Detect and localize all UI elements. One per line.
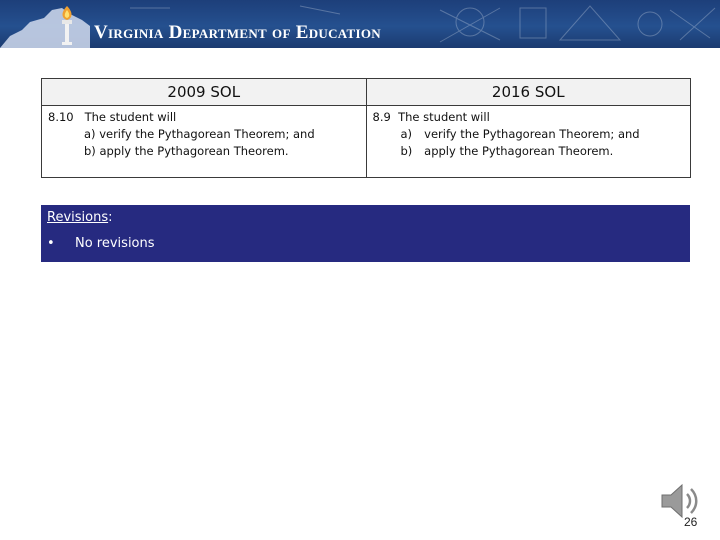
item-letter: a) <box>84 127 96 141</box>
sol-2009-body <box>42 106 366 160</box>
item-text: apply the Pythagorean Theorem. <box>424 144 614 158</box>
sol-2009-item <box>48 143 360 160</box>
item-letter: b) <box>84 144 96 158</box>
item-text: verify the Pythagorean Theorem; and <box>99 127 315 141</box>
item-text: apply the Pythagorean Theorem. <box>99 144 289 158</box>
bullet-icon: • <box>47 236 55 251</box>
sol-2009-intro-line <box>48 109 360 126</box>
sol-2016-intro-line <box>373 109 685 126</box>
sol-2009-item <box>48 126 360 143</box>
sol-2016-heading: 2016 SOL <box>367 79 691 106</box>
revisions-colon: : <box>108 210 113 225</box>
revisions-panel <box>41 205 690 262</box>
item-letter: b) <box>400 144 413 158</box>
sol-2016-standard-number: 8.9 <box>372 110 391 124</box>
sol-2016-body <box>367 106 691 160</box>
header-banner <box>0 0 720 48</box>
sol-2009-standard-number: 8.10 <box>48 110 74 124</box>
sol-2009-intro: The student will <box>84 110 177 124</box>
sol-2016-intro: The student will <box>398 110 490 124</box>
revision-text: No revisions <box>75 236 155 251</box>
sol-comparison-table <box>41 78 691 178</box>
page-number: 26 <box>684 515 698 529</box>
revision-list-item <box>47 236 684 251</box>
sol-2016-item <box>373 126 685 143</box>
sol-2016-column <box>366 79 691 177</box>
revisions-title: Revisions <box>47 210 109 225</box>
sol-2009-heading: 2009 SOL <box>42 79 366 106</box>
revisions-heading <box>47 210 684 225</box>
item-text: verify the Pythagorean Theorem; and <box>424 127 640 141</box>
sol-2009-column <box>42 79 366 177</box>
banner-title: Virginia Department of Education <box>94 22 381 43</box>
item-letter: a) <box>400 127 413 141</box>
sol-2016-item <box>373 143 685 160</box>
torch-logo-icon <box>55 4 79 46</box>
